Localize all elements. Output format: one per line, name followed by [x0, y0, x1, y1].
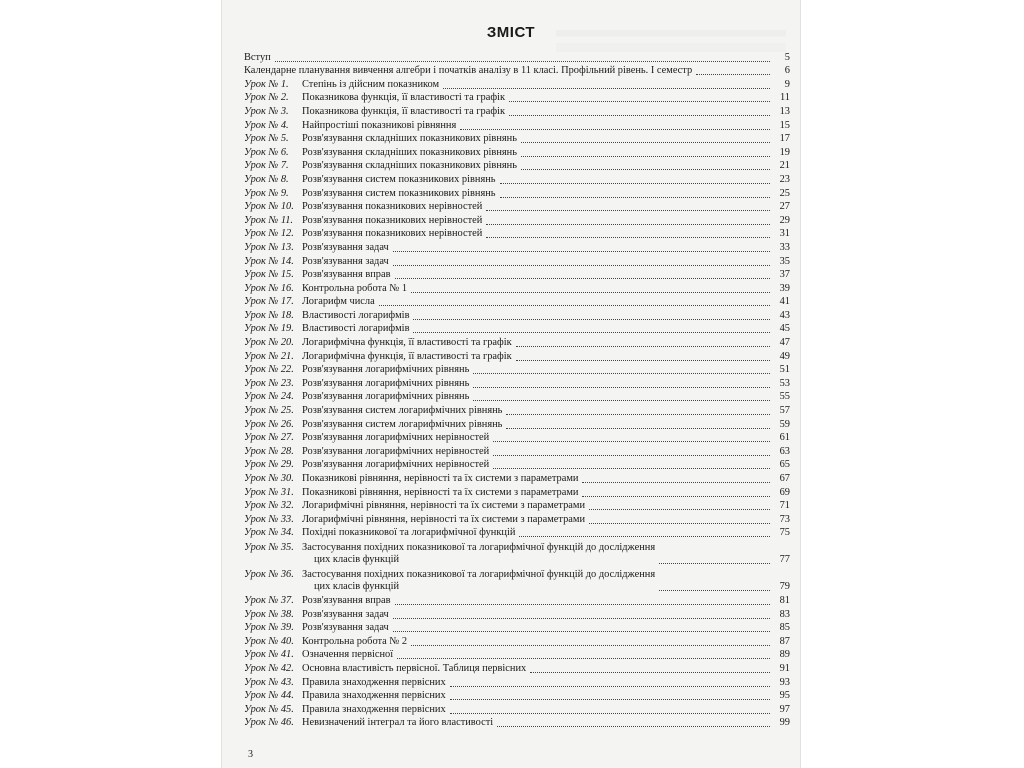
lesson-topic: Контрольна робота № 1 [302, 282, 408, 294]
dot-leader [519, 535, 770, 537]
toc-entry-label [244, 201, 482, 213]
toc-entry-label [244, 595, 391, 607]
dot-leader [696, 73, 770, 75]
lesson-number: Урок № 31. [244, 486, 294, 498]
lesson-number: Урок № 17. [244, 296, 294, 308]
lesson-topic: Розв'язування вправ [302, 269, 391, 281]
lesson-number: Урок № 23. [244, 377, 294, 389]
dot-leader [411, 291, 770, 293]
toc-entry-label [244, 609, 389, 621]
toc-entry-label [244, 649, 393, 661]
lesson-topic: Розв'язування показникових нерівностей [302, 214, 483, 226]
lesson-number: Урок № 37. [244, 594, 294, 606]
toc-page-number: 75 [779, 527, 790, 539]
dot-leader [493, 440, 770, 442]
lesson-number: Урок № 30. [244, 473, 294, 484]
toc-page-number: 5 [784, 51, 790, 63]
lesson-number: Урок № 2. [244, 92, 289, 104]
toc-page-number: 39 [779, 282, 790, 294]
dot-leader [530, 671, 770, 673]
lesson-number: Урок № 9. [244, 187, 289, 199]
lesson-topic: Розв'язування задач [302, 622, 389, 634]
lesson-number: Урок № 10. [244, 201, 294, 213]
toc-page-number: 6 [784, 65, 790, 77]
dot-leader [493, 467, 770, 469]
toc-entry-label [244, 446, 489, 458]
dot-leader [582, 495, 770, 497]
toc-page-number: 33 [779, 241, 790, 253]
lesson-number: Урок № 15. [244, 269, 294, 281]
lesson-number: Урок № 29. [244, 459, 294, 471]
toc-entry-label [244, 283, 407, 295]
lesson-topic: Контрольна робота № 2 [302, 635, 408, 647]
toc-entry-label [244, 514, 585, 526]
dot-leader [275, 60, 770, 62]
toc-page-number: 91 [779, 662, 790, 674]
toc-entry [244, 376, 790, 390]
toc-page-number: 29 [779, 214, 790, 226]
toc-entry-label [244, 459, 489, 471]
toc-entry [244, 512, 790, 526]
toc-entry [244, 675, 790, 689]
lesson-number: Урок № 24. [244, 391, 294, 403]
toc-entry [244, 186, 790, 200]
toc-entry-label [244, 269, 391, 281]
lesson-topic: Розв'язування систем логарифмічних рівнянь [302, 418, 503, 430]
dot-leader [395, 277, 770, 279]
toc-entry-label [244, 215, 482, 227]
lesson-number: Урок № 43. [244, 676, 294, 688]
toc-page-number: 27 [779, 201, 790, 213]
lesson-topic: Логарифмічні рівняння, нерівності та їх системи з параметрами [302, 513, 586, 525]
dot-leader [509, 100, 770, 102]
dot-leader [500, 196, 770, 198]
lesson-topic: Степінь із дійсним показником [302, 78, 440, 90]
toc-page-number: 9 [784, 78, 790, 90]
dot-leader [509, 114, 770, 116]
toc-page-number: 31 [779, 228, 790, 240]
lesson-topic: Логарифмічна функція, її властивості та графік [302, 350, 512, 362]
lesson-topic: Розв'язування логарифмічних нерівностей [302, 459, 490, 471]
toc-entry-label [244, 432, 489, 444]
toc-entry [244, 91, 790, 105]
lesson-topic: Найпростіші показникові рівняння [302, 119, 457, 131]
lesson-topic: Розв'язування логарифмічних нерівностей [302, 432, 490, 444]
dot-leader [443, 87, 770, 89]
toc-entry-label [244, 690, 446, 702]
dot-leader [473, 386, 770, 388]
toc-page-number: 25 [779, 187, 790, 199]
toc-entry [244, 145, 790, 159]
toc-entry [244, 240, 790, 254]
toc-entry [244, 118, 790, 132]
lesson-topic: Логарифм числа [302, 296, 375, 308]
lesson-topic: Правила знаходження первісних [302, 690, 446, 702]
toc-entry-label [244, 120, 456, 132]
dot-leader [473, 399, 770, 401]
dot-leader [473, 372, 770, 374]
toc-page-number: 79 [779, 581, 790, 593]
lesson-number: Урок № 46. [244, 717, 294, 729]
lesson-number: Урок № 45. [244, 703, 294, 715]
toc-page-number: 11 [779, 92, 790, 104]
dot-leader [500, 182, 770, 184]
toc-page-number: 17 [779, 133, 790, 145]
toc-page-number: 53 [779, 377, 790, 389]
toc-page-number: 67 [779, 473, 790, 484]
dot-leader [582, 481, 770, 483]
dot-leader [486, 223, 770, 225]
lesson-topic-continuation: цих класів функцій [314, 554, 400, 566]
lesson-number: Урок № 40. [244, 635, 294, 647]
toc-entry-label [244, 310, 409, 322]
toc-entry [244, 104, 790, 118]
toc-entry [244, 281, 790, 295]
dot-leader [497, 725, 770, 727]
toc-entry [244, 213, 790, 227]
lesson-number: Урок № 7. [244, 160, 289, 172]
dot-leader [413, 331, 770, 333]
toc-entry-label [244, 378, 469, 390]
toc-entry-label [244, 500, 585, 512]
lesson-topic: Властивості логарифмів [302, 309, 410, 321]
toc-entry [244, 268, 790, 282]
lesson-topic: Розв'язування логарифмічних нерівностей [302, 445, 490, 457]
lesson-topic: Розв'язування складніших показникових рівнянь [302, 146, 517, 158]
dot-leader [450, 698, 770, 700]
lesson-topic: Розв'язування систем логарифмічних рівнянь [302, 405, 503, 417]
dot-leader [521, 168, 770, 170]
dot-leader [411, 644, 770, 646]
toc-page-number: 41 [779, 296, 790, 308]
toc-page-number: 81 [779, 594, 790, 606]
lesson-topic: Означення первісної [302, 649, 394, 661]
dot-leader [516, 359, 770, 361]
lesson-number: Урок № 34. [244, 527, 294, 539]
dot-leader [521, 155, 770, 157]
toc-entry [244, 200, 790, 214]
lesson-number: Урок № 18. [244, 309, 294, 321]
toc-entry [244, 322, 790, 336]
lesson-number: Урок № 12. [244, 228, 294, 240]
dot-leader [521, 141, 770, 143]
dot-leader [486, 236, 770, 238]
toc-entry [244, 539, 790, 566]
book-page [222, 0, 800, 768]
lesson-topic: Розв'язування логарифмічних рівнянь [302, 377, 470, 389]
toc-page-number: 57 [779, 405, 790, 417]
toc-page-number: 49 [779, 350, 790, 362]
dot-leader [450, 712, 770, 714]
toc-entry [244, 471, 790, 485]
lesson-number: Урок № 41. [244, 649, 294, 661]
toc-entry [244, 702, 790, 716]
lesson-topic: Вступ [244, 51, 271, 63]
table-of-contents [244, 50, 790, 729]
lesson-topic: Розв'язування систем показникових рівнянь [302, 187, 496, 199]
lesson-topic: Властивості логарифмів [302, 323, 410, 335]
toc-entry [244, 349, 790, 363]
page-number: 3 [248, 749, 253, 760]
toc-entry [244, 485, 790, 499]
lesson-number: Урок № 33. [244, 513, 294, 525]
dot-leader [659, 589, 770, 591]
toc-entry [244, 634, 790, 648]
dot-leader [460, 128, 770, 130]
toc-entry [244, 593, 790, 607]
lesson-number: Урок № 21. [244, 350, 294, 362]
lesson-topic: Показникові рівняння, нерівності та їх системи з параметрами [302, 473, 579, 484]
lesson-topic: Правила знаходження первісних [302, 703, 446, 715]
lesson-topic: Розв'язування показникових нерівностей [302, 201, 483, 213]
dot-leader [506, 413, 770, 415]
toc-entry [244, 335, 790, 349]
toc-entry [244, 64, 790, 78]
lesson-number: Урок № 22. [244, 364, 294, 376]
toc-page-number: 13 [779, 105, 790, 117]
toc-entry [244, 50, 790, 64]
lesson-number: Урок № 11. [244, 214, 294, 226]
lesson-topic: Розв'язування вправ [302, 594, 391, 606]
lesson-number: Урок № 14. [244, 255, 294, 267]
toc-entry-label [244, 65, 692, 77]
lesson-topic: Застосування похідних показникової та логарифмічної функцій до дослідження [302, 542, 656, 554]
toc-entry-label [244, 677, 446, 689]
toc-entry-label [244, 106, 505, 118]
lesson-topic: Розв'язування логарифмічних рівнянь [302, 364, 470, 376]
lesson-topic-continuation: цих класів функцій [314, 581, 400, 593]
dot-leader [516, 345, 770, 347]
toc-page-number: 87 [779, 635, 790, 647]
toc-entry [244, 132, 790, 146]
lesson-topic: Показникова функція, її властивості та графік [302, 92, 506, 104]
lesson-number: Урок № 39. [244, 622, 294, 634]
toc-entry [244, 390, 790, 404]
dot-leader [493, 454, 770, 456]
toc-entry-label [244, 542, 655, 566]
toc-page-number: 43 [779, 309, 790, 321]
dot-leader [486, 209, 770, 211]
lesson-number: Урок № 3. [244, 105, 289, 117]
toc-entry-label [244, 256, 389, 268]
toc-entry-label [244, 228, 482, 240]
toc-entry-label [244, 174, 496, 186]
dot-leader [379, 304, 770, 306]
lesson-number: Урок № 4. [244, 119, 289, 131]
toc-entry [244, 403, 790, 417]
toc-entry [244, 661, 790, 675]
toc-entry-label [244, 473, 578, 485]
toc-page-number: 65 [779, 459, 790, 471]
toc-page-number: 47 [779, 337, 790, 349]
lesson-number: Урок № 44. [244, 690, 294, 702]
dot-leader [393, 250, 770, 252]
toc-entry [244, 159, 790, 173]
toc-entry-label [244, 527, 515, 539]
toc-page-number: 55 [779, 391, 790, 403]
toc-page-number: 19 [779, 146, 790, 158]
toc-entry-label [244, 160, 517, 172]
dot-leader [589, 508, 770, 510]
toc-entry [244, 607, 790, 621]
lesson-number: Урок № 25. [244, 405, 294, 417]
lesson-topic: Розв'язування систем показникових рівнянь [302, 173, 496, 185]
lesson-number: Урок № 1. [244, 78, 289, 90]
toc-page-number: 59 [779, 418, 790, 430]
toc-entry [244, 526, 790, 540]
toc-page-number: 99 [779, 717, 790, 729]
lesson-topic: Логарифмічні рівняння, нерівності та їх системи з параметрами [302, 500, 586, 512]
toc-entry-label [244, 663, 526, 675]
toc-entry-label [244, 79, 439, 91]
toc-entry-label [244, 296, 375, 308]
toc-page-number: 95 [779, 690, 790, 702]
lesson-topic: Розв'язування логарифмічних рівнянь [302, 391, 470, 403]
toc-entry [244, 308, 790, 322]
toc-entry [244, 566, 790, 593]
lesson-topic: Розв'язування задач [302, 241, 389, 253]
toc-entry [244, 716, 790, 730]
toc-entry-label [244, 717, 493, 729]
dot-leader [393, 617, 770, 619]
lesson-topic: Застосування похідних показникової та логарифмічної функцій до дослідження [302, 569, 656, 581]
toc-page-number: 83 [779, 608, 790, 620]
toc-entry-label [244, 242, 389, 254]
lesson-topic: Показникова функція, її властивості та графік [302, 105, 506, 117]
toc-entry [244, 458, 790, 472]
lesson-number: Урок № 16. [244, 282, 294, 294]
lesson-number: Урок № 35. [244, 542, 294, 554]
toc-page-number: 23 [779, 173, 790, 185]
toc-page-number: 51 [779, 364, 790, 376]
lesson-number: Урок № 19. [244, 323, 294, 335]
lesson-topic: Розв'язування показникових нерівностей [302, 228, 483, 240]
lesson-topic: Розв'язування задач [302, 608, 389, 620]
lesson-topic: Правила знаходження первісних [302, 676, 446, 688]
toc-entry [244, 254, 790, 268]
lesson-number: Урок № 26. [244, 418, 294, 430]
toc-entry [244, 227, 790, 241]
lesson-number: Урок № 32. [244, 500, 294, 512]
lesson-number: Урок № 20. [244, 337, 294, 349]
toc-entry [244, 431, 790, 445]
toc-entry-label [244, 569, 655, 593]
dot-leader [393, 264, 770, 266]
lesson-number: Урок № 36. [244, 569, 294, 581]
toc-page-number: 93 [779, 676, 790, 688]
toc-entry-label [244, 419, 502, 431]
dot-leader [413, 318, 770, 320]
lesson-number: Урок № 5. [244, 133, 289, 145]
toc-entry [244, 77, 790, 91]
toc-entry-label [244, 188, 496, 200]
lesson-topic: Невизначений інтеграл та його властивості [302, 717, 494, 729]
lesson-topic: Розв'язування складніших показникових рівнянь [302, 160, 517, 172]
lesson-topic: Основна властивість первісної. Таблиця первісних [302, 662, 527, 674]
dot-leader [506, 427, 770, 429]
toc-entry-label [244, 351, 512, 363]
toc-entry [244, 172, 790, 186]
lesson-topic: Календарне планування вивчення алгебри і початків аналізу в 11 класі. Профільний рівень. I семестр [244, 65, 693, 77]
lesson-number: Урок № 42. [244, 662, 294, 674]
lesson-number: Урок № 38. [244, 608, 294, 620]
toc-page-number: 37 [779, 269, 790, 281]
toc-entry [244, 363, 790, 377]
lesson-topic: Показникові рівняння, нерівності та їх системи з параметрами [302, 486, 579, 498]
dot-leader [450, 685, 770, 687]
toc-entry-label [244, 92, 505, 104]
toc-page-number: 45 [779, 323, 790, 335]
toc-entry-label [244, 391, 469, 403]
lesson-number: Урок № 6. [244, 146, 289, 158]
dot-leader [393, 630, 770, 632]
toc-entry-label [244, 147, 517, 159]
lesson-number: Урок № 27. [244, 432, 294, 444]
dot-leader [589, 522, 770, 524]
toc-page-number: 85 [779, 622, 790, 634]
toc-page-number: 97 [779, 703, 790, 715]
lesson-number: Урок № 28. [244, 445, 294, 457]
toc-entry [244, 417, 790, 431]
toc-page-number: 73 [779, 513, 790, 525]
dot-leader [659, 562, 770, 564]
toc-page-number: 35 [779, 255, 790, 267]
toc-entry-label [244, 52, 271, 64]
toc-page-number: 89 [779, 649, 790, 661]
toc-entry [244, 621, 790, 635]
toc-page-number: 69 [779, 486, 790, 498]
toc-entry-label [244, 704, 446, 716]
lesson-number: Урок № 8. [244, 173, 289, 185]
toc-page-number: 21 [779, 160, 790, 172]
toc-entry-label [244, 133, 517, 145]
toc-page-number: 77 [779, 554, 790, 566]
toc-entry-label [244, 487, 578, 499]
toc-entry [244, 689, 790, 703]
lesson-topic: Похідні показникової та логарифмічної функцій [302, 527, 516, 539]
toc-entry-label [244, 364, 469, 376]
toc-entry-label [244, 636, 407, 648]
toc-page-number: 15 [779, 119, 790, 131]
toc-entry [244, 444, 790, 458]
dot-leader [395, 603, 770, 605]
toc-page-number: 63 [779, 445, 790, 457]
lesson-number: Урок № 13. [244, 241, 294, 253]
toc-entry-label [244, 323, 409, 335]
toc-entry [244, 295, 790, 309]
lesson-topic: Розв'язування задач [302, 255, 389, 267]
lesson-topic: Розв'язування складніших показникових рівнянь [302, 133, 517, 145]
toc-entry-label [244, 337, 512, 349]
toc-entry-label [244, 405, 502, 417]
toc-page-number: 61 [779, 432, 790, 444]
toc-entry [244, 499, 790, 513]
toc-page-number: 71 [779, 500, 790, 512]
page-title: ЗМІСТ [486, 24, 536, 41]
toc-entry-label [244, 622, 389, 634]
dot-leader [397, 657, 770, 659]
lesson-topic: Логарифмічна функція, її властивості та графік [302, 337, 512, 349]
toc-entry [244, 648, 790, 662]
